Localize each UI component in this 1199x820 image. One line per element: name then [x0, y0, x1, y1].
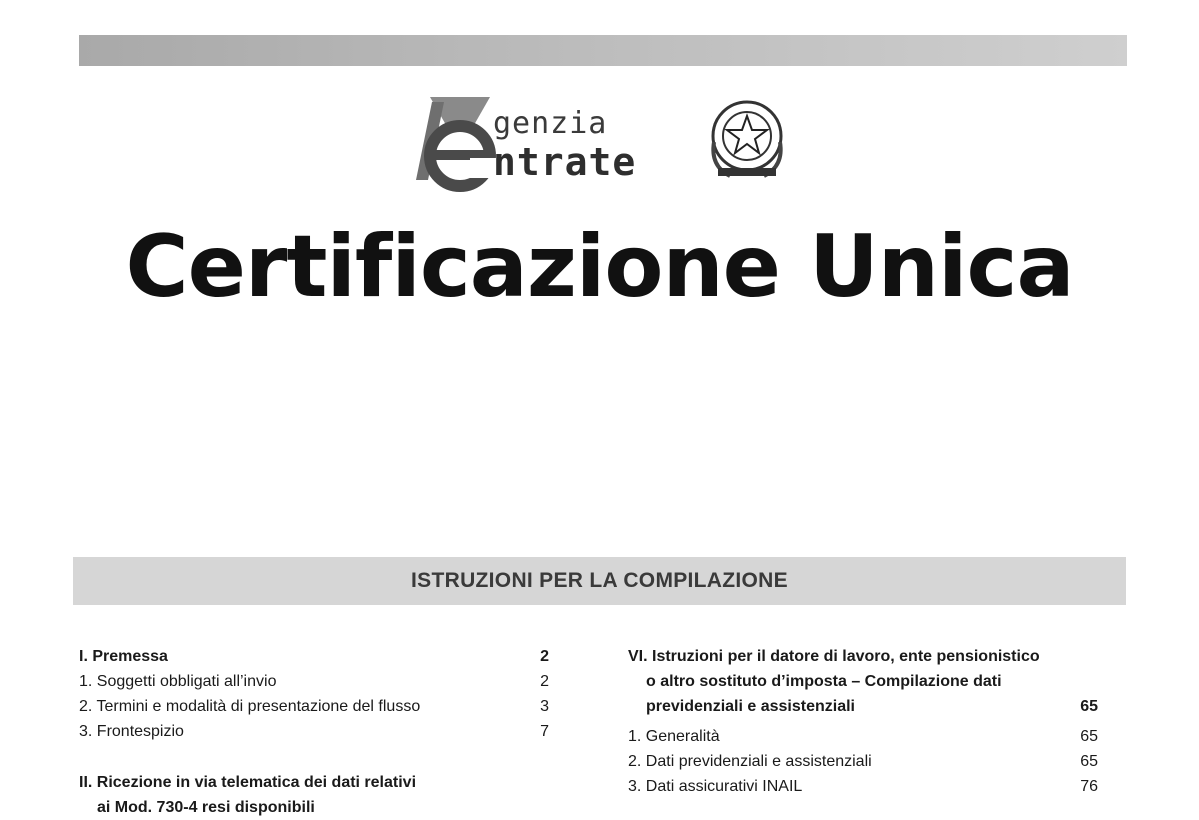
toc-entry-label: 2. Dati previdenziali e assistenziali [628, 753, 872, 770]
toc-entry-label: 1. Soggetti obbligati all’invio [79, 673, 277, 690]
toc-entry-label: 3. Dati assicurativi INAIL [628, 778, 803, 795]
toc-left-column [79, 644, 549, 820]
toc-entry-label: II. Ricezione in via telematica dei dati relativi [79, 774, 417, 791]
section-header-band [73, 557, 1126, 605]
toc-entry-continuation [628, 694, 1098, 719]
toc-entry[interactable] [79, 694, 549, 719]
document-title: Certificazione Unica [125, 217, 1074, 317]
toc-entry[interactable] [628, 724, 1098, 749]
toc-entry-page: 65 [1080, 728, 1098, 745]
toc-entry-page: 7 [540, 723, 549, 740]
top-gradient-bar [79, 35, 1127, 66]
toc-entry-label: 3. Frontespizio [79, 723, 184, 740]
toc-entry-page: 65 [1080, 753, 1098, 770]
toc-entry[interactable] [628, 644, 1098, 669]
republic-emblem-icon [706, 96, 788, 186]
toc-entry[interactable] [79, 669, 549, 694]
logo-text-ntrate: ntrate [493, 140, 637, 184]
toc-entry-label: ai Mod. 730-4 resi disponibili [97, 799, 315, 816]
toc-entry-label: 2. Termini e modalità di presentazione del flusso [79, 698, 421, 715]
toc-entry[interactable] [628, 749, 1098, 774]
toc-entry-page: 65 [1080, 698, 1098, 715]
toc-entry-continuation [79, 795, 549, 820]
section-title: ISTRUZIONI PER LA COMPILAZIONE [411, 569, 788, 592]
toc-entry[interactable] [79, 719, 549, 744]
toc-entry-label: previdenziali e assistenziali [646, 698, 855, 715]
agenzia-entrate-logo [410, 92, 790, 192]
toc-entry-continuation [628, 669, 1098, 694]
toc-entry[interactable] [79, 644, 549, 669]
logo-text-genzia: genzia [493, 106, 608, 141]
toc-entry-page: 2 [540, 648, 549, 665]
toc-entry-label: VI. Istruzioni per il datore di lavoro, ente pensionistico [628, 648, 1040, 665]
toc-entry-page: 2 [540, 673, 549, 690]
toc-spacer [79, 744, 549, 770]
toc-entry-label: I. Premessa [79, 648, 168, 665]
toc-entry[interactable] [79, 770, 549, 795]
toc-entry[interactable] [628, 774, 1098, 799]
toc-entry-page: 76 [1080, 778, 1098, 795]
toc-entry-page: 3 [540, 698, 549, 715]
toc-entry-label: o altro sostituto d’imposta – Compilazione dati [646, 673, 1002, 690]
toc-entry-label: 1. Generalità [628, 728, 720, 745]
toc-right-column [628, 644, 1098, 799]
